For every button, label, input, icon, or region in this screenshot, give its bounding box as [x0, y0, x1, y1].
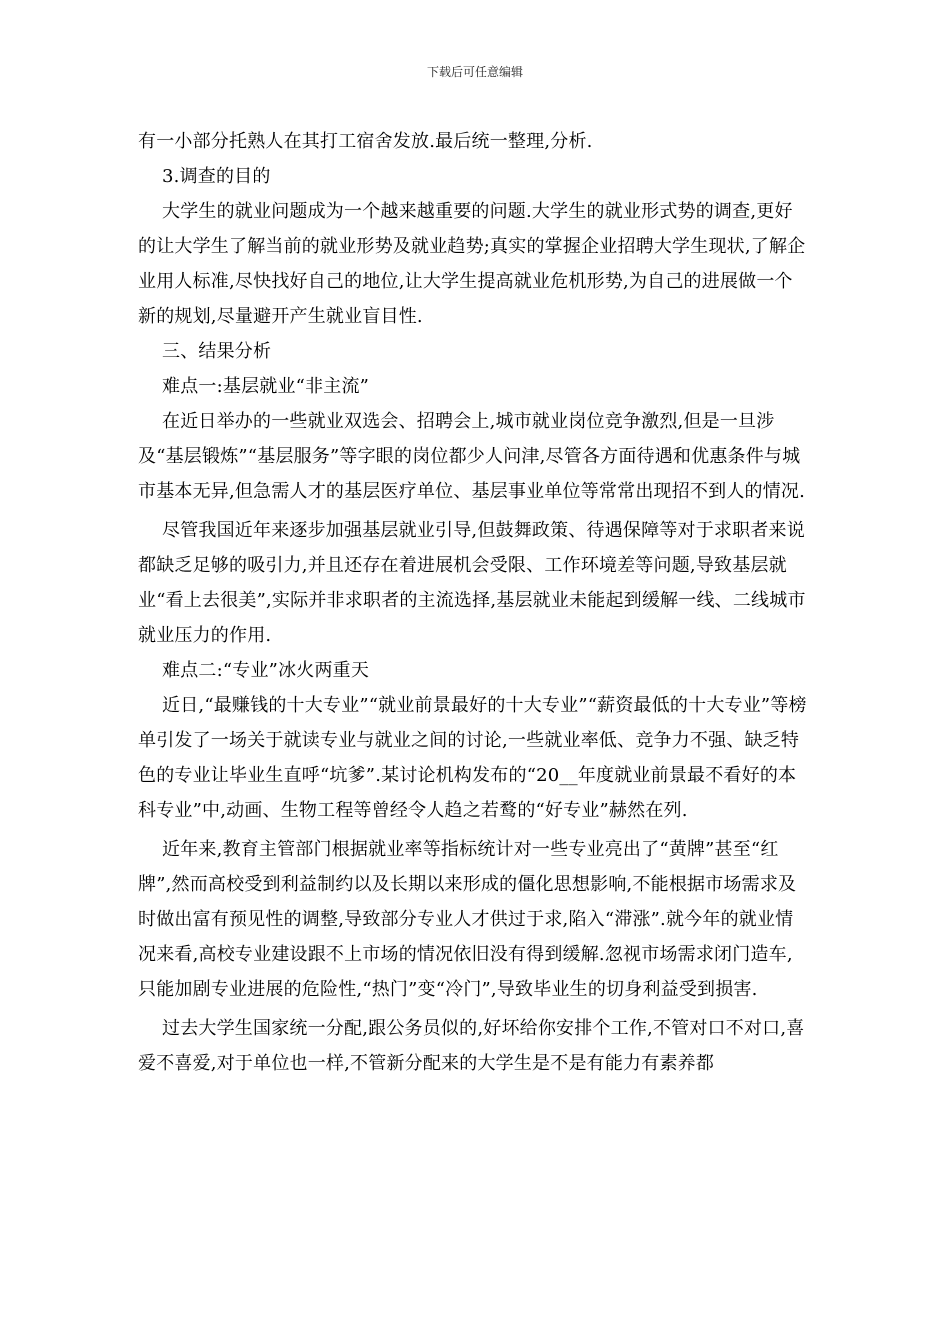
paragraph: 过去大学生国家统一分配,跟公务员似的,好坏给你安排个工作,不管对口不对口,喜爱不喜爱,对于单位也一样,不管新分配来的大学生是不是有能力有素养都: [138, 1018, 805, 1074]
subsection-heading: 难点二:“专业”冰火两重天: [162, 660, 370, 681]
paragraph: 近年来,教育主管部门根据就业率等指标统计对一些专业亮出了“黄牌”甚至“红牌”,然而高校受到利益制约以及长期以来形成的僵化思想影响,不能根据市场需求及时做出富有预见性的调整,导致部分专业人才供过于求,陷入“滞涨”.就今年的就业情况来看,高校专业建设跟不上市场的情况依旧没有得到缓解.忽视市场需求闭门造车,只能加剧专业进展的危险性,“热门”变“冷门”,导致毕业生的切身利益受到损害.: [138, 839, 797, 1000]
paragraph: 近日,“最赚钱的十大专业”“就业前景最好的十大专业”“薪资最低的十大专业”等榜单引发了一场关于就读专业与就业之间的讨论,一些就业率低、竞争力不强、缺乏特色的专业让毕业生直呼“坑爹”.某讨论机构发布的“20__年度就业前景最不看好的本科专业”中,动画、生物工程等曾经令人趋之若鹜的“好专业”赫然在列.: [138, 695, 807, 821]
paragraph: 尽管我国近年来逐步加强基层就业引导,但鼓舞政策、待遇保障等对于求职者来说都缺乏足够的吸引力,并且还存在着进展机会受限、工作环境差等问题,导致基层就业“看上去很美”,实际并非求职者的主流选择,基层就业未能起到缓解一线、二线城市就业压力的作用.: [138, 520, 806, 646]
subsection-heading: 难点一:基层就业“非主流”: [162, 376, 370, 397]
page-header: 下载后可任意编辑: [426, 65, 523, 79]
paragraph: 大学生的就业问题成为一个越来越重要的问题.大学生的就业形式势的调查,更好的让大学生了解当前的就业形势及就业趋势;真实的掌握企业招聘大学生现状,了解企业用人标准,尽快找好自己的地位,让大学生提高就业危机形势,为自己的进展做一个新的规划,尽量避开产生就业盲目性.: [138, 201, 806, 327]
section-heading: 三、结果分析: [162, 341, 272, 362]
document-body: [138, 124, 810, 1081]
paragraph: 有一小部分托熟人在其打工宿舍发放.最后统一整理,分析.: [138, 131, 593, 152]
section-heading: 3.调查的目的: [162, 166, 271, 187]
paragraph: 在近日举办的一些就业双选会、招聘会上,城市就业岗位竞争激烈,但是一旦涉及“基层锻炼”“基层服务”等字眼的岗位都少人问津,尽管各方面待遇和优惠条件与城市基本无异,但急需人才的基层医疗单位、基层事业单位等常常出现招不到人的情况.: [138, 411, 806, 502]
